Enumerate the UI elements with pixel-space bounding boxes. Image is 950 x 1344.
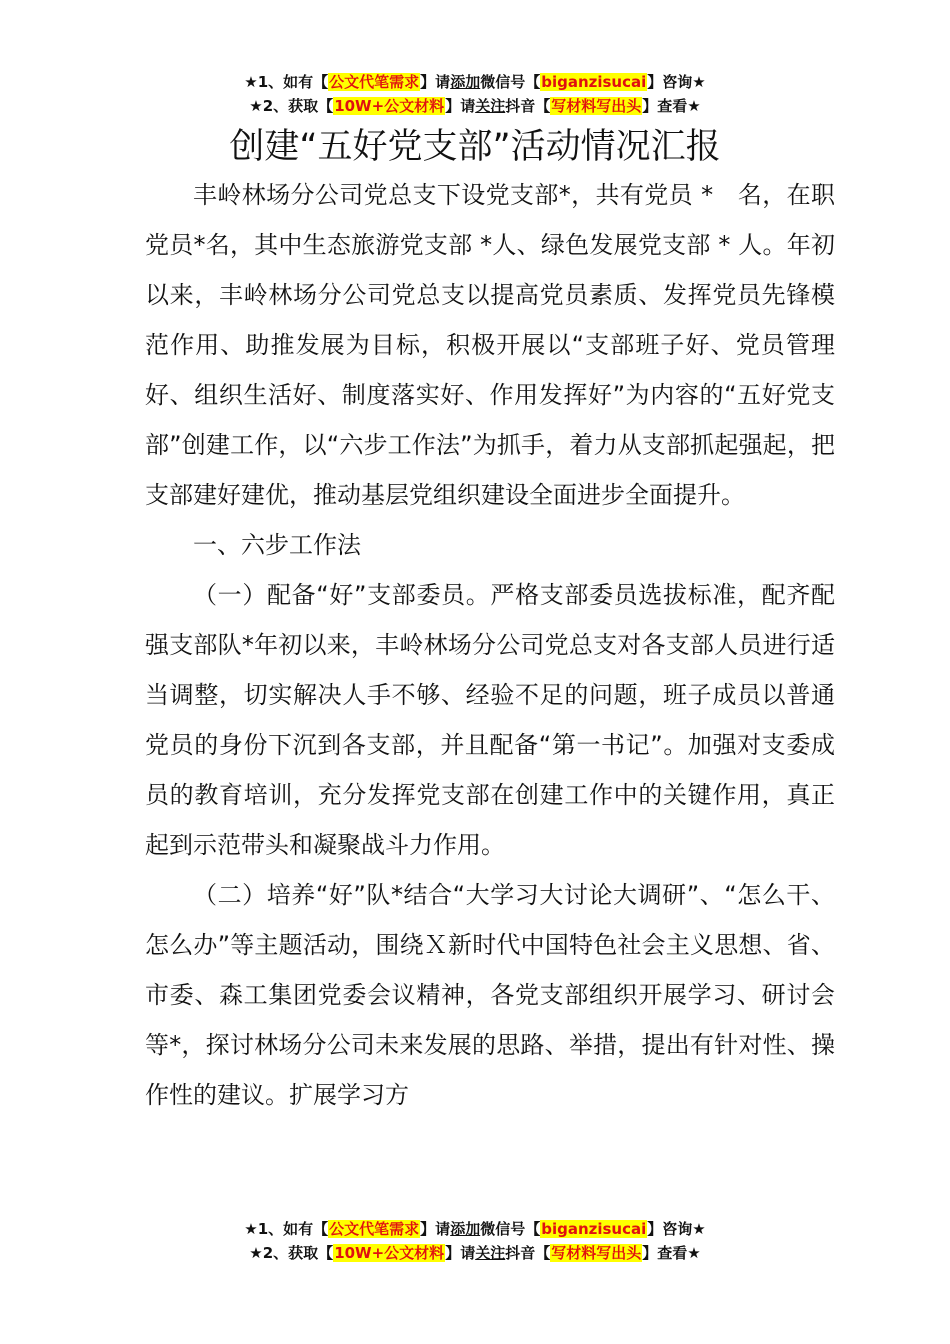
banner-highlight: biganzisucai — [541, 73, 647, 91]
banner-text: 】咨询★ — [647, 1220, 706, 1238]
paragraph-section-1: （一）配备“好”支部委员。严格支部委员选拔标准，配齐配强支部队*年初以来，丰岭林场分公司党总支对各支部人员进行适当调整，切实解决人手不够、经验不足的问题，班子成员以普通党员的身份下沉到各支部，并且配备“第一书记”。加强对支委成员的教育培训，充分发挥党支部在创建工作中的关键作用，真正起到示范带头和凝聚战斗力作用。 — [145, 581, 835, 859]
banner-line-1 — [0, 70, 950, 94]
banner-text: ★2、获取【 — [249, 1244, 334, 1262]
banner-text: 】请 — [445, 1244, 476, 1262]
banner-highlight: 10W+公文材料 — [334, 1244, 445, 1262]
banner-text: 】请 — [420, 73, 451, 91]
banner-text: ★1、如有【 — [244, 1220, 329, 1238]
paragraph-intro: 丰岭林场分公司党总支下设党支部*，共有党员 * 名，在职党员*名，其中生态旅游党支部 *人、绿色发展党支部 * 人。年初以来，丰岭林场分公司党总支以提高党员素质、发挥党员先锋模范作用、助推发展为目标，积极开展以“支部班子好、党员管理好、组织生活好、制度落实好、作用发挥好”为内容的“五好党支部”创建工作，以“六步工作法”为抓手，着力从支部抓起强起，把支部建好建优，推动基层党组织建设全面进步全面提升。 — [145, 181, 835, 509]
banner-underline: 关注 — [475, 1244, 506, 1262]
banner-highlight: 10W+公文材料 — [334, 97, 445, 115]
document-body — [145, 170, 835, 1120]
banner-underline: 添加 — [450, 1220, 481, 1238]
banner-text: 】查看★ — [642, 97, 701, 115]
banner-underline: 关注 — [475, 97, 506, 115]
banner-text: 微信号【 — [480, 73, 541, 91]
footer-banner — [0, 1217, 950, 1265]
banner-underline: 添加 — [450, 73, 481, 91]
paragraph-section-2: （二）培养“好”队*结合“大学习大讨论大调研”、“怎么干、怎么办”等主题活动，围绕Ｘ新时代中国特色社会主义思想、省、市委、森工集团党委会议精神，各党支部组织开展学习、研讨会等*，探讨林场分公司未来发展的思路、举措，提出有针对性、操作性的建议。扩展学习方 — [145, 881, 835, 1109]
banner-highlight: 公文代笔需求 — [329, 1220, 420, 1238]
banner-text: ★1、如有【 — [244, 73, 329, 91]
banner-text: 】请 — [445, 97, 476, 115]
banner-text: 抖音【 — [505, 97, 551, 115]
banner-line-1 — [0, 1217, 950, 1241]
banner-highlight: 公文代笔需求 — [329, 73, 420, 91]
banner-text: 】查看★ — [642, 1244, 701, 1262]
document-title: 创建“五好党支部”活动情况汇报 — [229, 127, 721, 167]
header-banner — [0, 70, 950, 118]
banner-text: 抖音【 — [505, 1244, 551, 1262]
banner-highlight: 写材料写出头 — [551, 1244, 642, 1262]
banner-highlight: biganzisucai — [541, 1220, 647, 1238]
banner-highlight: 写材料写出头 — [551, 97, 642, 115]
banner-line-2 — [0, 1241, 950, 1265]
banner-text: 微信号【 — [480, 1220, 541, 1238]
banner-text: 】咨询★ — [647, 73, 706, 91]
section-heading: 一、六步工作法 — [193, 531, 361, 559]
banner-line-2 — [0, 94, 950, 118]
banner-text: 】请 — [420, 1220, 451, 1238]
banner-text: ★2、获取【 — [249, 97, 334, 115]
